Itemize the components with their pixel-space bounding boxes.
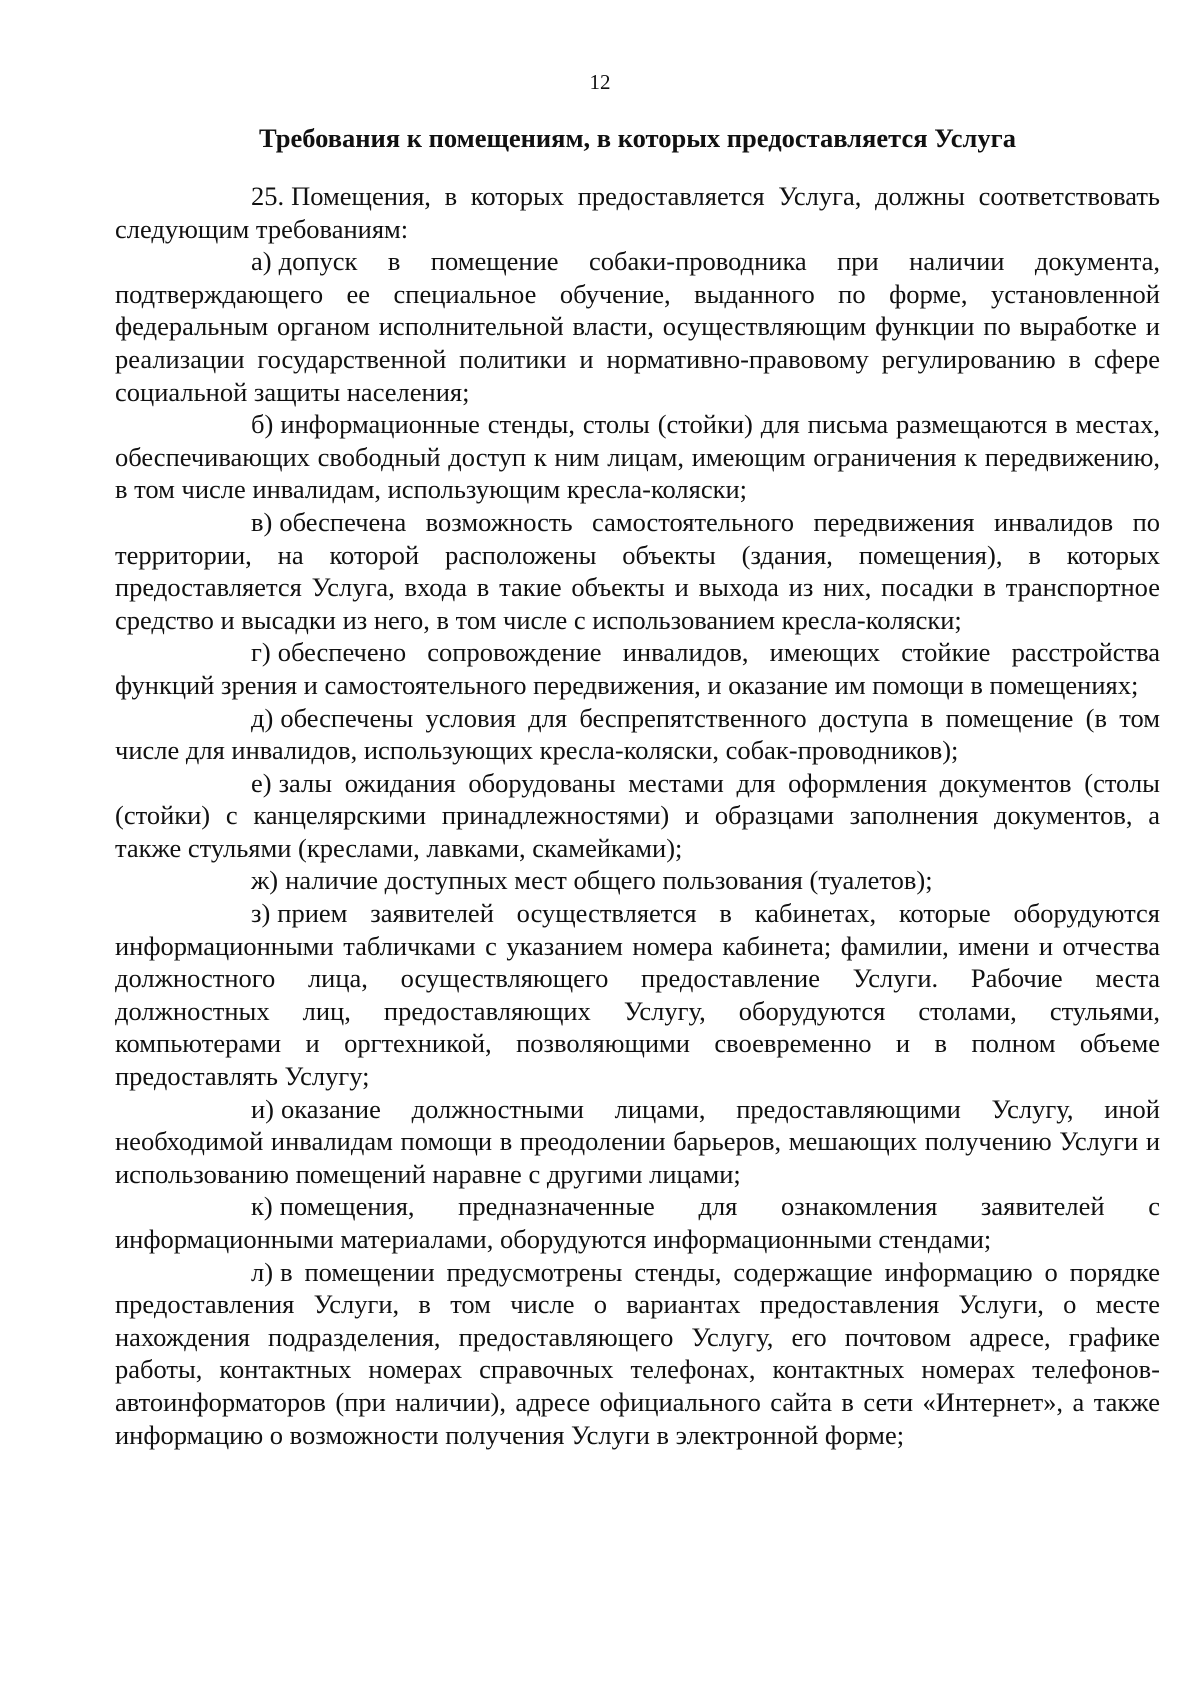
list-item-text: обеспечено сопровождение инвалидов, имеющих стойкие расстройства функций зрения и самостоятельного передвижения, и оказание им помощи в помещениях; [115,637,1160,700]
list-item-text: залы ожидания оборудованы местами для оформления документов (столы (стойки) с канцелярскими принадлежностями) и образцами заполнения документов, а также стульями (креслами, лавками, скамейками); [115,767,1160,863]
list-item-e [115,767,1160,865]
list-item-d [115,702,1160,767]
list-item-marker: и) [251,1093,275,1124]
list-item-marker: а) [251,246,272,277]
list-item-text: допуск в помещение собаки-проводника при наличии документа, подтверждающего ее специальное обучение, выданного по форме, установленной федеральным органом исполнительной власти, осуществляющим функции по выработке и реализации государственной политики и нормативно-правовому регулированию в сфере социальной защиты населения; [115,246,1160,407]
list-item-b [115,408,1160,506]
paragraph-25 [115,180,1160,245]
list-item-z [115,897,1160,1093]
paragraph-number: 25. [251,181,285,211]
list-item-text: информационные стенды, столы (стойки) для письма размещаются в местах, обеспечивающих свободный доступ к ним лицам, имеющим ограничения к передвижению, в том числе инвалидам, использующим кресла-коляски; [115,409,1160,505]
list-item-text: оказание должностными лицами, предоставляющими Услугу, иной необходимой инвалидам помощи в преодолении барьеров, мешающих получению Услуги и использованию помещений наравне с другими лицами; [115,1093,1160,1189]
list-item-marker: к) [251,1191,273,1222]
list-item-marker: з) [251,898,271,929]
list-item-marker: г) [251,637,271,668]
list-item-marker: б) [251,409,274,440]
list-item-marker: ж) [251,865,279,896]
list-item-text: наличие доступных мест общего пользования (туалетов); [285,865,933,896]
list-item-text: обеспечены условия для беспрепятственного доступа в помещение (в том числе для инвалидов, использующих кресла-коляски, собак-проводников); [115,702,1160,766]
list-item-a [115,245,1160,408]
list-item-g [115,636,1160,701]
list-item-text: прием заявителей осуществляется в кабинетах, которые оборудуются информационными табличками с указанием номера кабинета; фамилии, имени и отчества должностного лица, осуществляющего предоставление Услуги. Рабочие места должностных лиц, предоставляющих Услугу, оборудуются столами, стульями, компьютерами и оргтехникой, позволяющими своевременно и в полном объеме предоставлять Услугу; [115,898,1160,1092]
list-item-marker: е) [251,767,272,798]
list-item-text: помещения, предназначенные для ознакомления заявителей с информационными материалами, оборудуются информационными стендами; [115,1191,1160,1254]
paragraph-text: Помещения, в которых предоставляется Услуга, должны соответствовать следующим требованиям: [115,181,1160,244]
list-item-l [115,1256,1160,1452]
section-heading: Требования к помещениям, в которых предоставляется Услуга [259,123,1016,153]
list-item-i [115,1093,1160,1191]
list-item-text: обеспечена возможность самостоятельного передвижения инвалидов по территории, на которой расположены объекты (здания, помещения), в которых предоставляется Услуга, входа в такие объекты и выхода из них, посадки в транспортное средство и высадки из него, в том числе с использованием кресла-коляски; [115,506,1160,635]
document-body [115,180,1160,1451]
list-item-marker: в) [251,506,273,537]
page-number: 12 [589,70,611,94]
list-item-v [115,506,1160,636]
list-item-k [115,1190,1160,1255]
list-item-marker: д) [251,702,274,733]
list-item-zh [115,864,1160,897]
list-item-marker: л) [251,1256,274,1287]
list-item-text: в помещении предусмотрены стенды, содержащие информацию о порядке предоставления Услуги, в том числе о вариантах предоставления Услуги, о месте нахождения подразделения, предоставляющего Услугу, его почтовом адресе, графике работы, контактных номерах справочных телефонах, контактных номерах телефонов-автоинформаторов (при наличии), адресе официального сайта в сети «Интернет», а также информацию о возможности получения Услуги в электронной форме; [115,1256,1160,1450]
